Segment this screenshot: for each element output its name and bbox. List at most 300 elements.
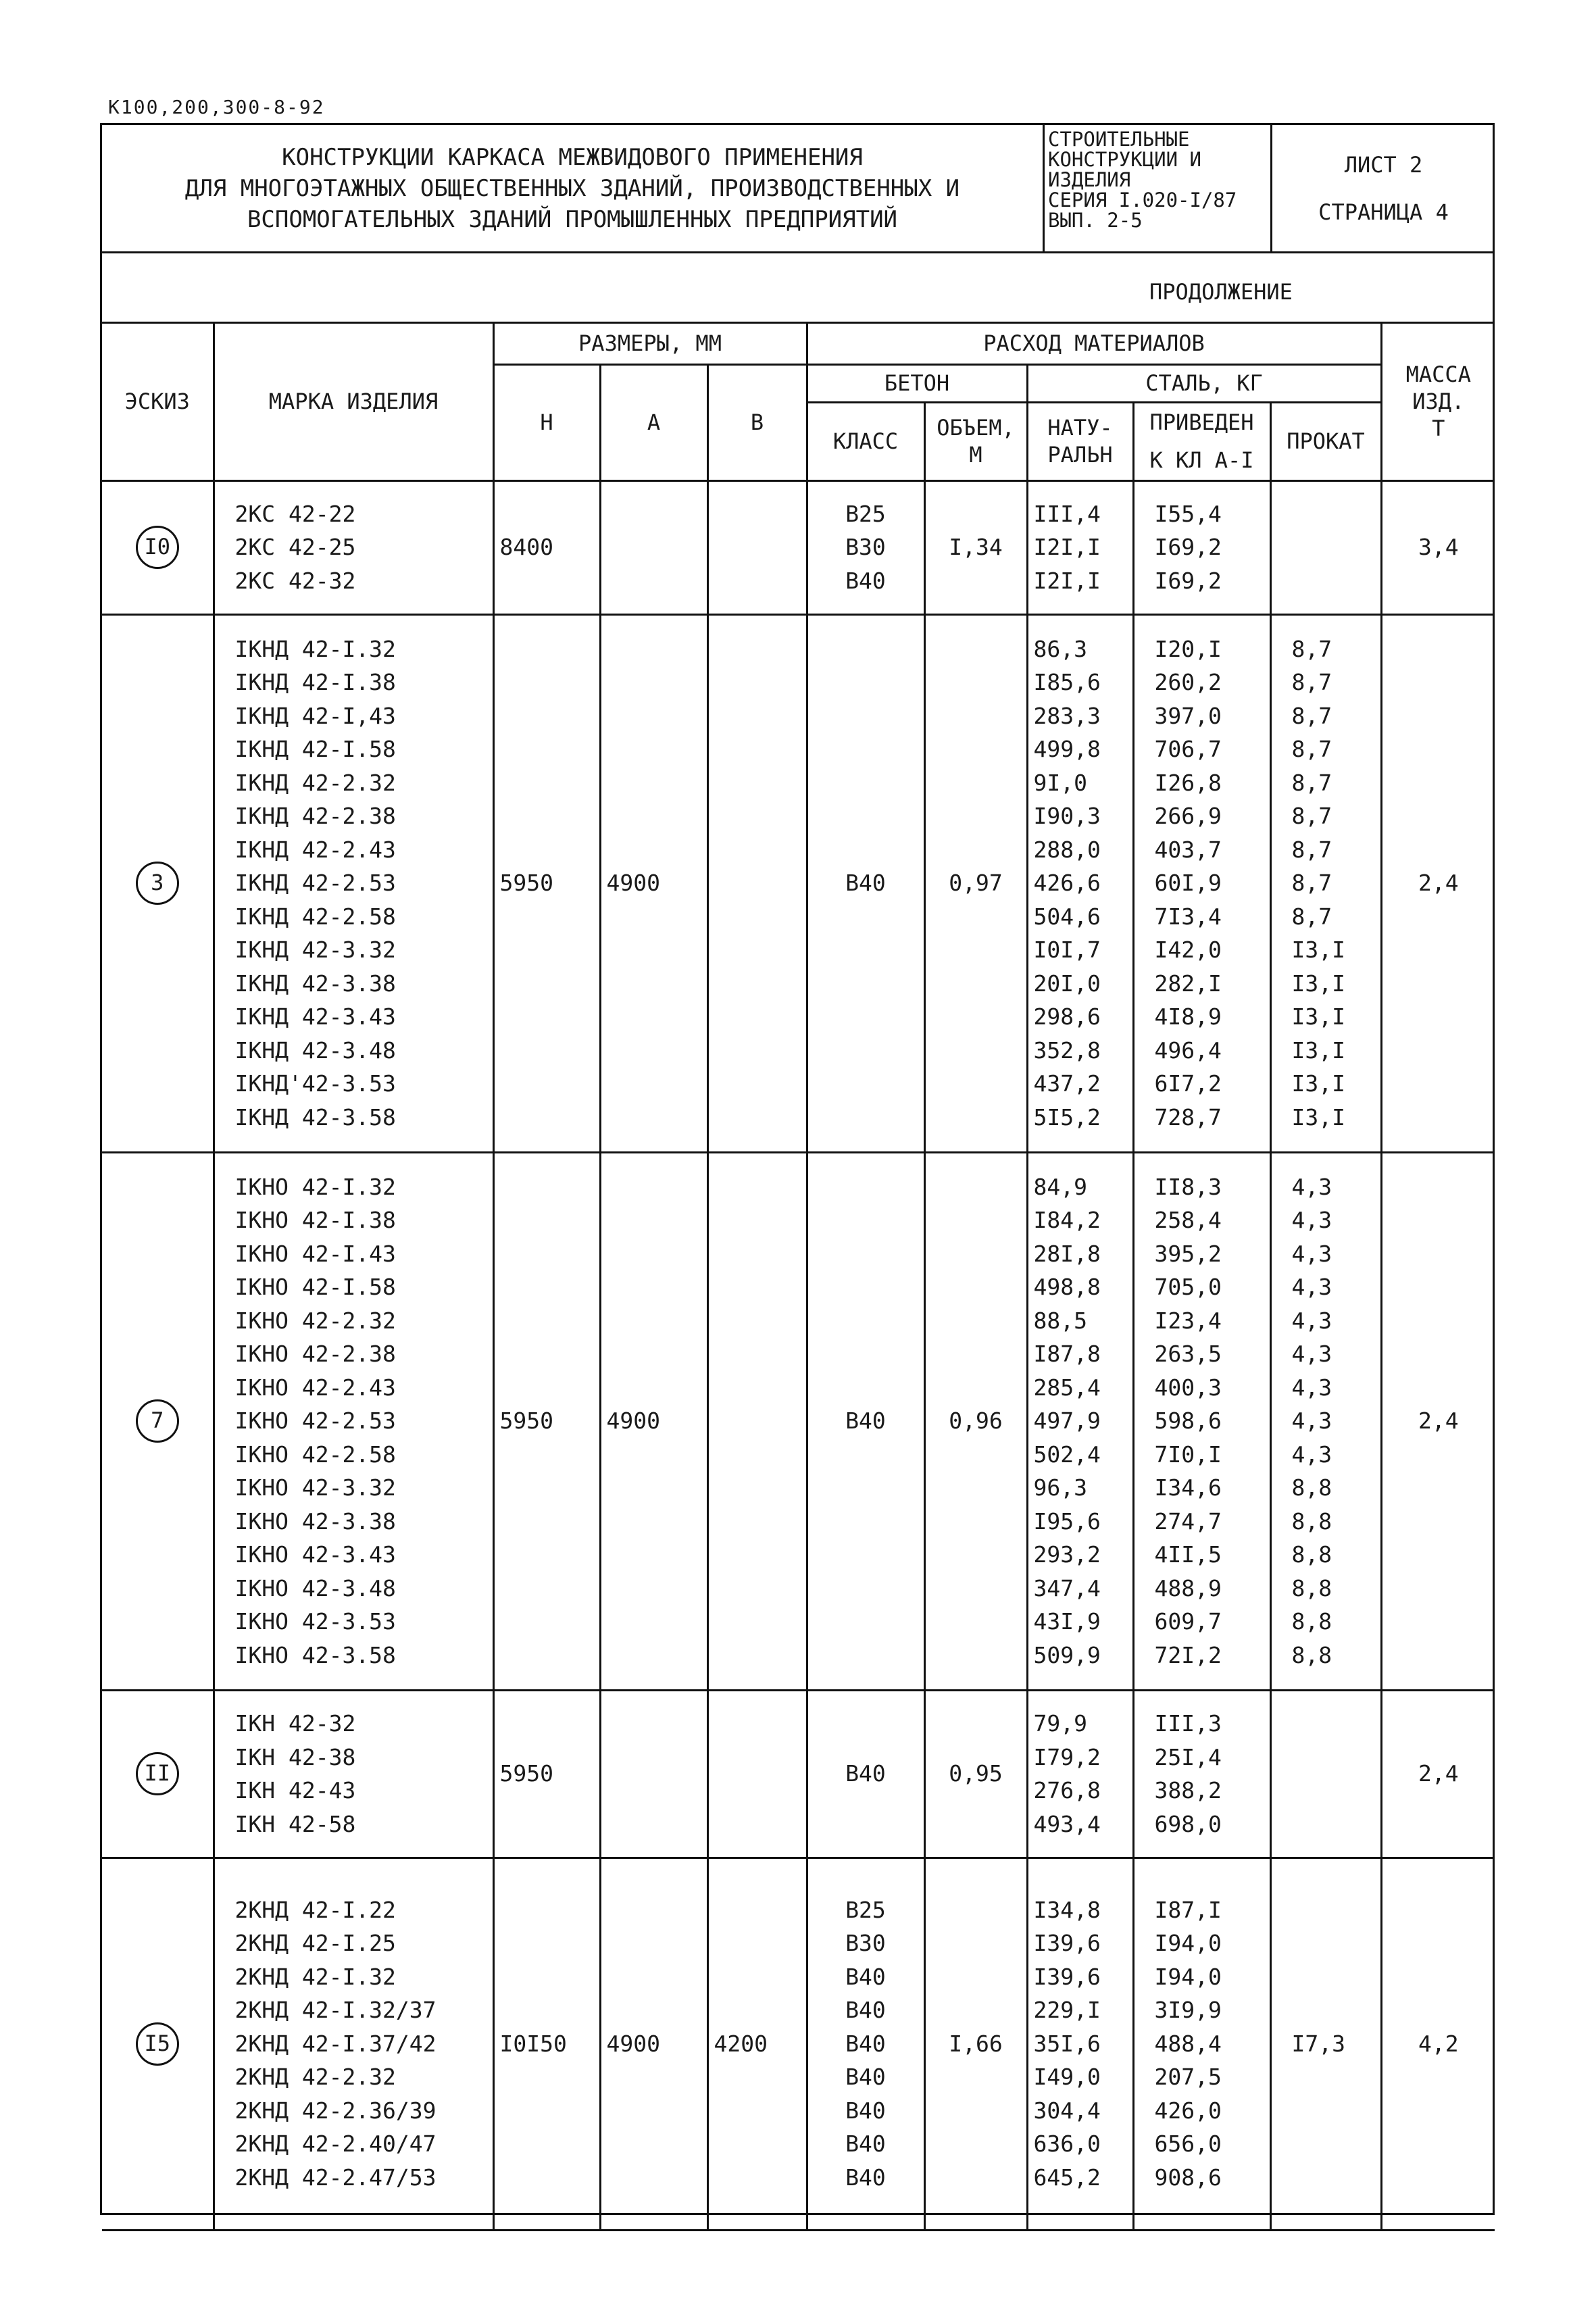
steel-rolled: 4,3 xyxy=(1291,1408,1332,1435)
concrete-class: В30 xyxy=(845,534,886,561)
reduced-cell xyxy=(1133,614,1270,1152)
steel-reduced: 403,7 xyxy=(1154,836,1222,863)
col-concrete: БЕТОН xyxy=(807,364,1027,402)
product-mark: IКНД 42-2.53 xyxy=(234,870,396,897)
product-mark: IКН 42-38 xyxy=(234,1743,356,1770)
steel-natural: 288,0 xyxy=(1033,836,1101,863)
natural-cell xyxy=(1027,614,1133,1152)
steel-natural: 96,3 xyxy=(1033,1474,1087,1501)
rolled-cell xyxy=(1270,614,1381,1152)
class-cell xyxy=(807,1858,924,2230)
concrete-class: В40 xyxy=(845,1408,886,1435)
reduced-cell xyxy=(1133,1152,1270,1690)
concrete-class: В40 xyxy=(845,870,886,897)
product-mark: IКНО 42-3.53 xyxy=(234,1608,396,1635)
steel-natural: III,4 xyxy=(1033,500,1101,527)
steel-natural: 20I,0 xyxy=(1033,970,1101,997)
volume-label: М xyxy=(969,442,982,468)
steel-rolled: 4,3 xyxy=(1291,1341,1332,1368)
steel-reduced: I26,8 xyxy=(1154,769,1222,796)
product-mark: IКНД 42-3.48 xyxy=(234,1037,396,1064)
mark-cell xyxy=(214,1858,493,2230)
b-cell xyxy=(707,480,807,614)
steel-rolled: 8,8 xyxy=(1291,1541,1332,1568)
mass-label: Т xyxy=(1432,416,1445,442)
steel-rolled: 4,3 xyxy=(1291,1307,1332,1334)
product-mark: IКНО 42-I.43 xyxy=(234,1240,396,1267)
dim-h: 5950 xyxy=(499,1408,553,1435)
concrete-volume: 0,95 xyxy=(949,1760,1003,1787)
steel-natural: 84,9 xyxy=(1033,1173,1087,1200)
steel-natural: I84,2 xyxy=(1033,1207,1101,1234)
product-mark: IКНД'42-3.53 xyxy=(234,1070,396,1097)
concrete-class: В40 xyxy=(845,1997,886,2024)
sketch-number: 7 xyxy=(136,1399,179,1443)
mass-cell xyxy=(1381,1152,1495,1690)
mark-cell xyxy=(214,480,493,614)
concrete-class: В40 xyxy=(845,2164,886,2191)
col-dims: РАЗМЕРЫ, ММ xyxy=(493,324,807,364)
rolled-cell xyxy=(1270,1690,1381,1858)
product-mark: 2КНД 42-I.37/42 xyxy=(234,2030,437,2057)
steel-reduced: 705,0 xyxy=(1154,1274,1222,1301)
col-mark: МАРКА ИЗДЕЛИЯ xyxy=(214,324,493,480)
mark-cell xyxy=(214,614,493,1152)
product-mass: 2,4 xyxy=(1418,1760,1459,1787)
sketch-cell xyxy=(102,1690,214,1858)
product-mark: 2КНД 42-2.36/39 xyxy=(234,2097,437,2124)
steel-reduced: 397,0 xyxy=(1154,702,1222,729)
steel-rolled: 8,8 xyxy=(1291,1508,1332,1535)
product-mark: IКНД 42-I.32 xyxy=(234,635,396,662)
product-mass: 2,4 xyxy=(1418,1408,1459,1435)
steel-reduced: 7I3,4 xyxy=(1154,903,1222,930)
steel-reduced: 4I8,9 xyxy=(1154,1003,1222,1030)
steel-reduced: 263,5 xyxy=(1154,1341,1222,1368)
product-mark: 2КНД 42-I.32/37 xyxy=(234,1997,437,2024)
steel-reduced: I23,4 xyxy=(1154,1307,1222,1334)
steel-rolled: I3,I xyxy=(1291,1037,1345,1064)
series-info xyxy=(1043,125,1272,251)
mass-label: МАССА xyxy=(1405,362,1471,388)
product-mark: 2КНД 42-I.25 xyxy=(234,1930,396,1957)
product-group-row xyxy=(102,480,1495,614)
a-cell xyxy=(600,480,707,614)
natural-cell xyxy=(1027,1690,1133,1858)
col-reduced: ПРИВЕДЕН xyxy=(1133,402,1270,441)
concrete-volume: I,66 xyxy=(949,2030,1003,2057)
steel-rolled: I3,I xyxy=(1291,970,1345,997)
steel-natural: 509,9 xyxy=(1033,1641,1101,1668)
steel-rolled: 8,8 xyxy=(1291,1641,1332,1668)
product-mark: IКНД 42-3.38 xyxy=(234,970,396,997)
product-mark: IКНД 42-I.38 xyxy=(234,669,396,696)
product-mark: IКНД 42-2.58 xyxy=(234,903,396,930)
volume-label: ОБЪЕМ, xyxy=(937,415,1015,441)
steel-rolled: 8,7 xyxy=(1291,669,1332,696)
steel-rolled: 8,7 xyxy=(1291,736,1332,763)
product-mark: IКНД 42-3.58 xyxy=(234,1103,396,1130)
steel-natural: 352,8 xyxy=(1033,1037,1101,1064)
steel-reduced: 388,2 xyxy=(1154,1777,1222,1803)
product-mark: 2КС 42-22 xyxy=(234,500,356,527)
rolled-cell xyxy=(1270,480,1381,614)
steel-natural: I85,6 xyxy=(1033,669,1101,696)
product-mark: IКНД 42-2.32 xyxy=(234,769,396,796)
b-cell xyxy=(707,1858,807,2230)
steel-reduced: 488,4 xyxy=(1154,2030,1222,2057)
product-mark: IКН 42-32 xyxy=(234,1710,356,1737)
col-volume xyxy=(924,402,1027,480)
dim-h: 5950 xyxy=(499,1760,553,1787)
steel-reduced: I87,I xyxy=(1154,1896,1222,1923)
steel-natural: I90,3 xyxy=(1033,803,1101,830)
product-mark: IКНД 42-I,43 xyxy=(234,702,396,729)
steel-natural: I79,2 xyxy=(1033,1743,1101,1770)
page-number: СТРАНИЦА 4 xyxy=(1318,199,1449,225)
product-mass: 2,4 xyxy=(1418,870,1459,897)
steel-reduced: 282,I xyxy=(1154,970,1222,997)
dim-h: 8400 xyxy=(499,534,553,561)
steel-rolled: I3,I xyxy=(1291,1103,1345,1130)
product-mark: IКН 42-43 xyxy=(234,1777,356,1803)
steel-natural: 499,8 xyxy=(1033,736,1101,763)
steel-reduced: 706,7 xyxy=(1154,736,1222,763)
steel-reduced: III,3 xyxy=(1154,1710,1222,1737)
concrete-class: В40 xyxy=(845,567,886,594)
steel-natural: I39,6 xyxy=(1033,1963,1101,1990)
steel-reduced: 395,2 xyxy=(1154,1240,1222,1267)
steel-natural: 88,5 xyxy=(1033,1307,1087,1334)
document-title xyxy=(102,125,1045,251)
steel-reduced: I55,4 xyxy=(1154,500,1222,527)
col-natural xyxy=(1027,402,1133,480)
product-group-row xyxy=(102,1690,1495,1858)
steel-reduced: 609,7 xyxy=(1154,1608,1222,1635)
steel-reduced: 728,7 xyxy=(1154,1103,1222,1130)
product-mark: IКНД 42-2.38 xyxy=(234,803,396,830)
concrete-class: В30 xyxy=(845,1930,886,1957)
steel-natural: 86,3 xyxy=(1033,635,1087,662)
dim-h: 5950 xyxy=(499,870,553,897)
steel-reduced: I20,I xyxy=(1154,635,1222,662)
product-mark: 2КНД 42-2.47/53 xyxy=(234,2164,437,2191)
volume-cell xyxy=(924,614,1027,1152)
concrete-class: В40 xyxy=(845,2097,886,2124)
class-cell xyxy=(807,1690,924,1858)
reduced-cell xyxy=(1133,480,1270,614)
steel-rolled: I3,I xyxy=(1291,1070,1345,1097)
concrete-class: В25 xyxy=(845,500,886,527)
steel-natural: 636,0 xyxy=(1033,2131,1101,2158)
steel-rolled: 8,8 xyxy=(1291,1574,1332,1601)
steel-natural: 283,3 xyxy=(1033,702,1101,729)
steel-natural: I95,6 xyxy=(1033,1508,1101,1535)
natural-cell xyxy=(1027,480,1133,614)
volume-cell xyxy=(924,1858,1027,2230)
natural-label: НАТУ- xyxy=(1047,415,1113,441)
volume-cell xyxy=(924,480,1027,614)
natural-label: РАЛЬН xyxy=(1047,442,1113,468)
product-mass: 4,2 xyxy=(1418,2030,1459,2057)
product-mark: IКНО 42-3.43 xyxy=(234,1541,396,1568)
steel-natural: 9I,0 xyxy=(1033,769,1087,796)
steel-rolled: 8,7 xyxy=(1291,635,1332,662)
steel-reduced: I69,2 xyxy=(1154,567,1222,594)
h-cell xyxy=(493,480,600,614)
product-group-row xyxy=(102,1858,1495,2230)
product-mark: IКНО 42-2.58 xyxy=(234,1441,396,1468)
dim-h: I0I50 xyxy=(499,2030,567,2057)
steel-reduced: II8,3 xyxy=(1154,1173,1222,1200)
steel-reduced: 72I,2 xyxy=(1154,1641,1222,1668)
concrete-class: В40 xyxy=(845,1963,886,1990)
concrete-volume: 0,97 xyxy=(949,870,1003,897)
document-code: К100,200,300-8-92 xyxy=(108,96,325,118)
volume-cell xyxy=(924,1690,1027,1858)
steel-natural: I2I,I xyxy=(1033,567,1101,594)
steel-reduced: 400,3 xyxy=(1154,1374,1222,1401)
steel-natural: 498,8 xyxy=(1033,1274,1101,1301)
product-mass: 3,4 xyxy=(1418,534,1459,561)
steel-rolled: 8,7 xyxy=(1291,769,1332,796)
steel-rolled: 8,7 xyxy=(1291,903,1332,930)
col-rolled: ПРОКАТ xyxy=(1270,402,1381,480)
product-mark: IКНО 42-3.48 xyxy=(234,1574,396,1601)
steel-natural: I2I,I xyxy=(1033,534,1101,561)
b-cell xyxy=(707,1152,807,1690)
steel-reduced: 207,5 xyxy=(1154,2064,1222,2091)
b-cell xyxy=(707,614,807,1152)
steel-reduced: 426,0 xyxy=(1154,2097,1222,2124)
steel-natural: 28I,8 xyxy=(1033,1240,1101,1267)
mark-cell xyxy=(214,1690,493,1858)
concrete-class: В40 xyxy=(845,2030,886,2057)
col-reduced-sub: К КЛ А-I xyxy=(1133,441,1270,480)
series-line: КОНСТРУКЦИИ И xyxy=(1048,148,1201,171)
steel-rolled: 4,3 xyxy=(1291,1207,1332,1234)
steel-natural: 502,4 xyxy=(1033,1441,1101,1468)
a-cell xyxy=(600,614,707,1152)
steel-reduced: 4II,5 xyxy=(1154,1541,1222,1568)
steel-reduced: 598,6 xyxy=(1154,1408,1222,1435)
sheet-number: ЛИСТ 2 xyxy=(1344,151,1423,178)
steel-reduced: 274,7 xyxy=(1154,1508,1222,1535)
materials-table xyxy=(102,324,1495,2231)
product-mark: IКНД 42-3.43 xyxy=(234,1003,396,1030)
steel-natural: 497,9 xyxy=(1033,1408,1101,1435)
steel-rolled: 8,7 xyxy=(1291,803,1332,830)
sketch-number: II xyxy=(136,1752,179,1795)
product-mark: IКНО 42-2.43 xyxy=(234,1374,396,1401)
product-mark: IКНО 42-2.32 xyxy=(234,1307,396,1334)
sketch-cell xyxy=(102,480,214,614)
steel-reduced: 258,4 xyxy=(1154,1207,1222,1234)
steel-natural: 645,2 xyxy=(1033,2164,1101,2191)
steel-rolled: 8,7 xyxy=(1291,702,1332,729)
natural-cell xyxy=(1027,1858,1133,2230)
h-cell xyxy=(493,1858,600,2230)
steel-rolled: 4,3 xyxy=(1291,1240,1332,1267)
mass-cell xyxy=(1381,480,1495,614)
sketch-cell xyxy=(102,614,214,1152)
product-mark: IКНО 42-3.58 xyxy=(234,1641,396,1668)
concrete-volume: 0,96 xyxy=(949,1408,1003,1435)
product-mark: 2КС 42-25 xyxy=(234,534,356,561)
col-sketch: ЭСКИЗ xyxy=(102,324,214,480)
a-cell xyxy=(600,1690,707,1858)
product-mark: IКНО 42-3.32 xyxy=(234,1474,396,1501)
steel-reduced: 488,9 xyxy=(1154,1574,1222,1601)
title-block xyxy=(102,125,1493,253)
class-cell xyxy=(807,614,924,1152)
rolled-cell xyxy=(1270,1152,1381,1690)
steel-natural: I34,8 xyxy=(1033,1896,1101,1923)
concrete-class: В25 xyxy=(845,1896,886,1923)
mass-cell xyxy=(1381,1690,1495,1858)
continuation-label: ПРОДОЛЖЕНИЕ xyxy=(1149,279,1293,305)
product-mark: 2КНД 42-2.40/47 xyxy=(234,2131,437,2158)
sketch-cell xyxy=(102,1152,214,1690)
sketch-number: I5 xyxy=(136,2022,179,2066)
continuation-row xyxy=(102,253,1493,324)
steel-reduced: 260,2 xyxy=(1154,669,1222,696)
steel-reduced: 7I0,I xyxy=(1154,1441,1222,1468)
steel-reduced: 496,4 xyxy=(1154,1037,1222,1064)
steel-natural: 347,4 xyxy=(1033,1574,1101,1601)
col-class: КЛАСС xyxy=(807,402,924,480)
product-mark: 2КС 42-32 xyxy=(234,567,356,594)
natural-cell xyxy=(1027,1152,1133,1690)
b-cell xyxy=(707,1690,807,1858)
a-cell xyxy=(600,1858,707,2230)
title-line: ДЛЯ МНОГОЭТАЖНЫХ ОБЩЕСТВЕННЫХ ЗДАНИЙ, ПРОИЗВОДСТВЕННЫХ И xyxy=(184,174,960,202)
col-steel: СТАЛЬ, КГ xyxy=(1027,364,1381,402)
steel-rolled: 4,3 xyxy=(1291,1274,1332,1301)
mass-cell xyxy=(1381,614,1495,1152)
steel-rolled: 8,8 xyxy=(1291,1608,1332,1635)
col-mass xyxy=(1381,324,1495,480)
steel-reduced: 656,0 xyxy=(1154,2131,1222,2158)
product-mark: 2КНД 42-2.32 xyxy=(234,2064,396,2091)
steel-natural: I49,0 xyxy=(1033,2064,1101,2091)
dim-b: 4200 xyxy=(714,2030,768,2057)
h-cell xyxy=(493,614,600,1152)
series-line: СТРОИТЕЛЬНЫЕ xyxy=(1048,128,1190,151)
steel-reduced: 6I7,2 xyxy=(1154,1070,1222,1097)
reduced-cell xyxy=(1133,1858,1270,2230)
steel-natural: 293,2 xyxy=(1033,1541,1101,1568)
mark-cell xyxy=(214,1152,493,1690)
steel-rolled: 8,7 xyxy=(1291,836,1332,863)
product-mark: IКНО 42-2.38 xyxy=(234,1341,396,1368)
steel-reduced: I42,0 xyxy=(1154,937,1222,964)
sketch-cell xyxy=(102,1858,214,2230)
steel-reduced: 266,9 xyxy=(1154,803,1222,830)
steel-reduced: 908,6 xyxy=(1154,2164,1222,2191)
steel-rolled: 8,8 xyxy=(1291,1474,1332,1501)
steel-reduced: I69,2 xyxy=(1154,534,1222,561)
product-mark: IКНО 42-I.38 xyxy=(234,1207,396,1234)
steel-reduced: I34,6 xyxy=(1154,1474,1222,1501)
steel-natural: 35I,6 xyxy=(1033,2030,1101,2057)
product-mark: IКНО 42-2.53 xyxy=(234,1408,396,1435)
steel-natural: 276,8 xyxy=(1033,1777,1101,1803)
concrete-class: В40 xyxy=(845,2064,886,2091)
a-cell xyxy=(600,1152,707,1690)
product-mark: 2КНД 42-I.22 xyxy=(234,1896,396,1923)
reduced-cell xyxy=(1133,1690,1270,1858)
mass-cell xyxy=(1381,1858,1495,2230)
concrete-class: В40 xyxy=(845,1760,886,1787)
concrete-class: В40 xyxy=(845,2131,886,2158)
sketch-number: I0 xyxy=(136,526,179,569)
steel-natural: 43I,9 xyxy=(1033,1608,1101,1635)
product-mark: IКН 42-58 xyxy=(234,1810,356,1837)
col-a: А xyxy=(600,364,707,480)
col-b: В xyxy=(707,364,807,480)
steel-reduced: 3I9,9 xyxy=(1154,1997,1222,2024)
steel-reduced: 60I,9 xyxy=(1154,870,1222,897)
steel-natural: 229,I xyxy=(1033,1997,1101,2024)
steel-reduced: 25I,4 xyxy=(1154,1743,1222,1770)
h-cell xyxy=(493,1690,600,1858)
steel-rolled: I3,I xyxy=(1291,1003,1345,1030)
sheet-info xyxy=(1272,125,1495,251)
product-mark: IКНД 42-2.43 xyxy=(234,836,396,863)
steel-natural: 504,6 xyxy=(1033,903,1101,930)
h-cell xyxy=(493,1152,600,1690)
col-h: Н xyxy=(493,364,600,480)
product-group-row xyxy=(102,1152,1495,1690)
steel-natural: 79,9 xyxy=(1033,1710,1087,1737)
dim-a: 4900 xyxy=(606,2030,660,2057)
steel-rolled: 4,3 xyxy=(1291,1173,1332,1200)
steel-rolled: 8,7 xyxy=(1291,870,1332,897)
steel-rolled: I7,3 xyxy=(1291,2030,1345,2057)
series-line: СЕРИЯ I.020-I/87 xyxy=(1048,189,1237,211)
steel-natural: I87,8 xyxy=(1033,1341,1101,1368)
product-mark: IКНО 42-I.58 xyxy=(234,1274,396,1301)
steel-reduced: I94,0 xyxy=(1154,1963,1222,1990)
steel-natural: 437,2 xyxy=(1033,1070,1101,1097)
product-mark: IКНО 42-3.38 xyxy=(234,1508,396,1535)
steel-natural: 493,4 xyxy=(1033,1810,1101,1837)
series-line: ВЫП. 2-5 xyxy=(1048,209,1143,232)
steel-reduced: 698,0 xyxy=(1154,1810,1222,1837)
steel-natural: 298,6 xyxy=(1033,1003,1101,1030)
product-mark: IКНД 42-3.32 xyxy=(234,937,396,964)
steel-natural: 304,4 xyxy=(1033,2097,1101,2124)
product-mark: IКНД 42-I.58 xyxy=(234,736,396,763)
class-cell xyxy=(807,1152,924,1690)
product-mark: 2КНД 42-I.32 xyxy=(234,1963,396,1990)
steel-natural: 5I5,2 xyxy=(1033,1103,1101,1130)
dim-a: 4900 xyxy=(606,1408,660,1435)
class-cell xyxy=(807,480,924,614)
product-group-row xyxy=(102,614,1495,1152)
steel-rolled: 4,3 xyxy=(1291,1441,1332,1468)
steel-natural: 426,6 xyxy=(1033,870,1101,897)
series-line: ИЗДЕЛИЯ xyxy=(1048,168,1131,191)
product-mark: IКНО 42-I.32 xyxy=(234,1173,396,1200)
steel-natural: I39,6 xyxy=(1033,1930,1101,1957)
col-materials: РАСХОД МАТЕРИАЛОВ xyxy=(807,324,1381,364)
title-line: КОНСТРУКЦИИ КАРКАСА МЕЖВИДОВОГО ПРИМЕНЕНИЯ xyxy=(282,143,863,171)
dim-a: 4900 xyxy=(606,870,660,897)
steel-natural: 285,4 xyxy=(1033,1374,1101,1401)
steel-rolled: 4,3 xyxy=(1291,1374,1332,1401)
